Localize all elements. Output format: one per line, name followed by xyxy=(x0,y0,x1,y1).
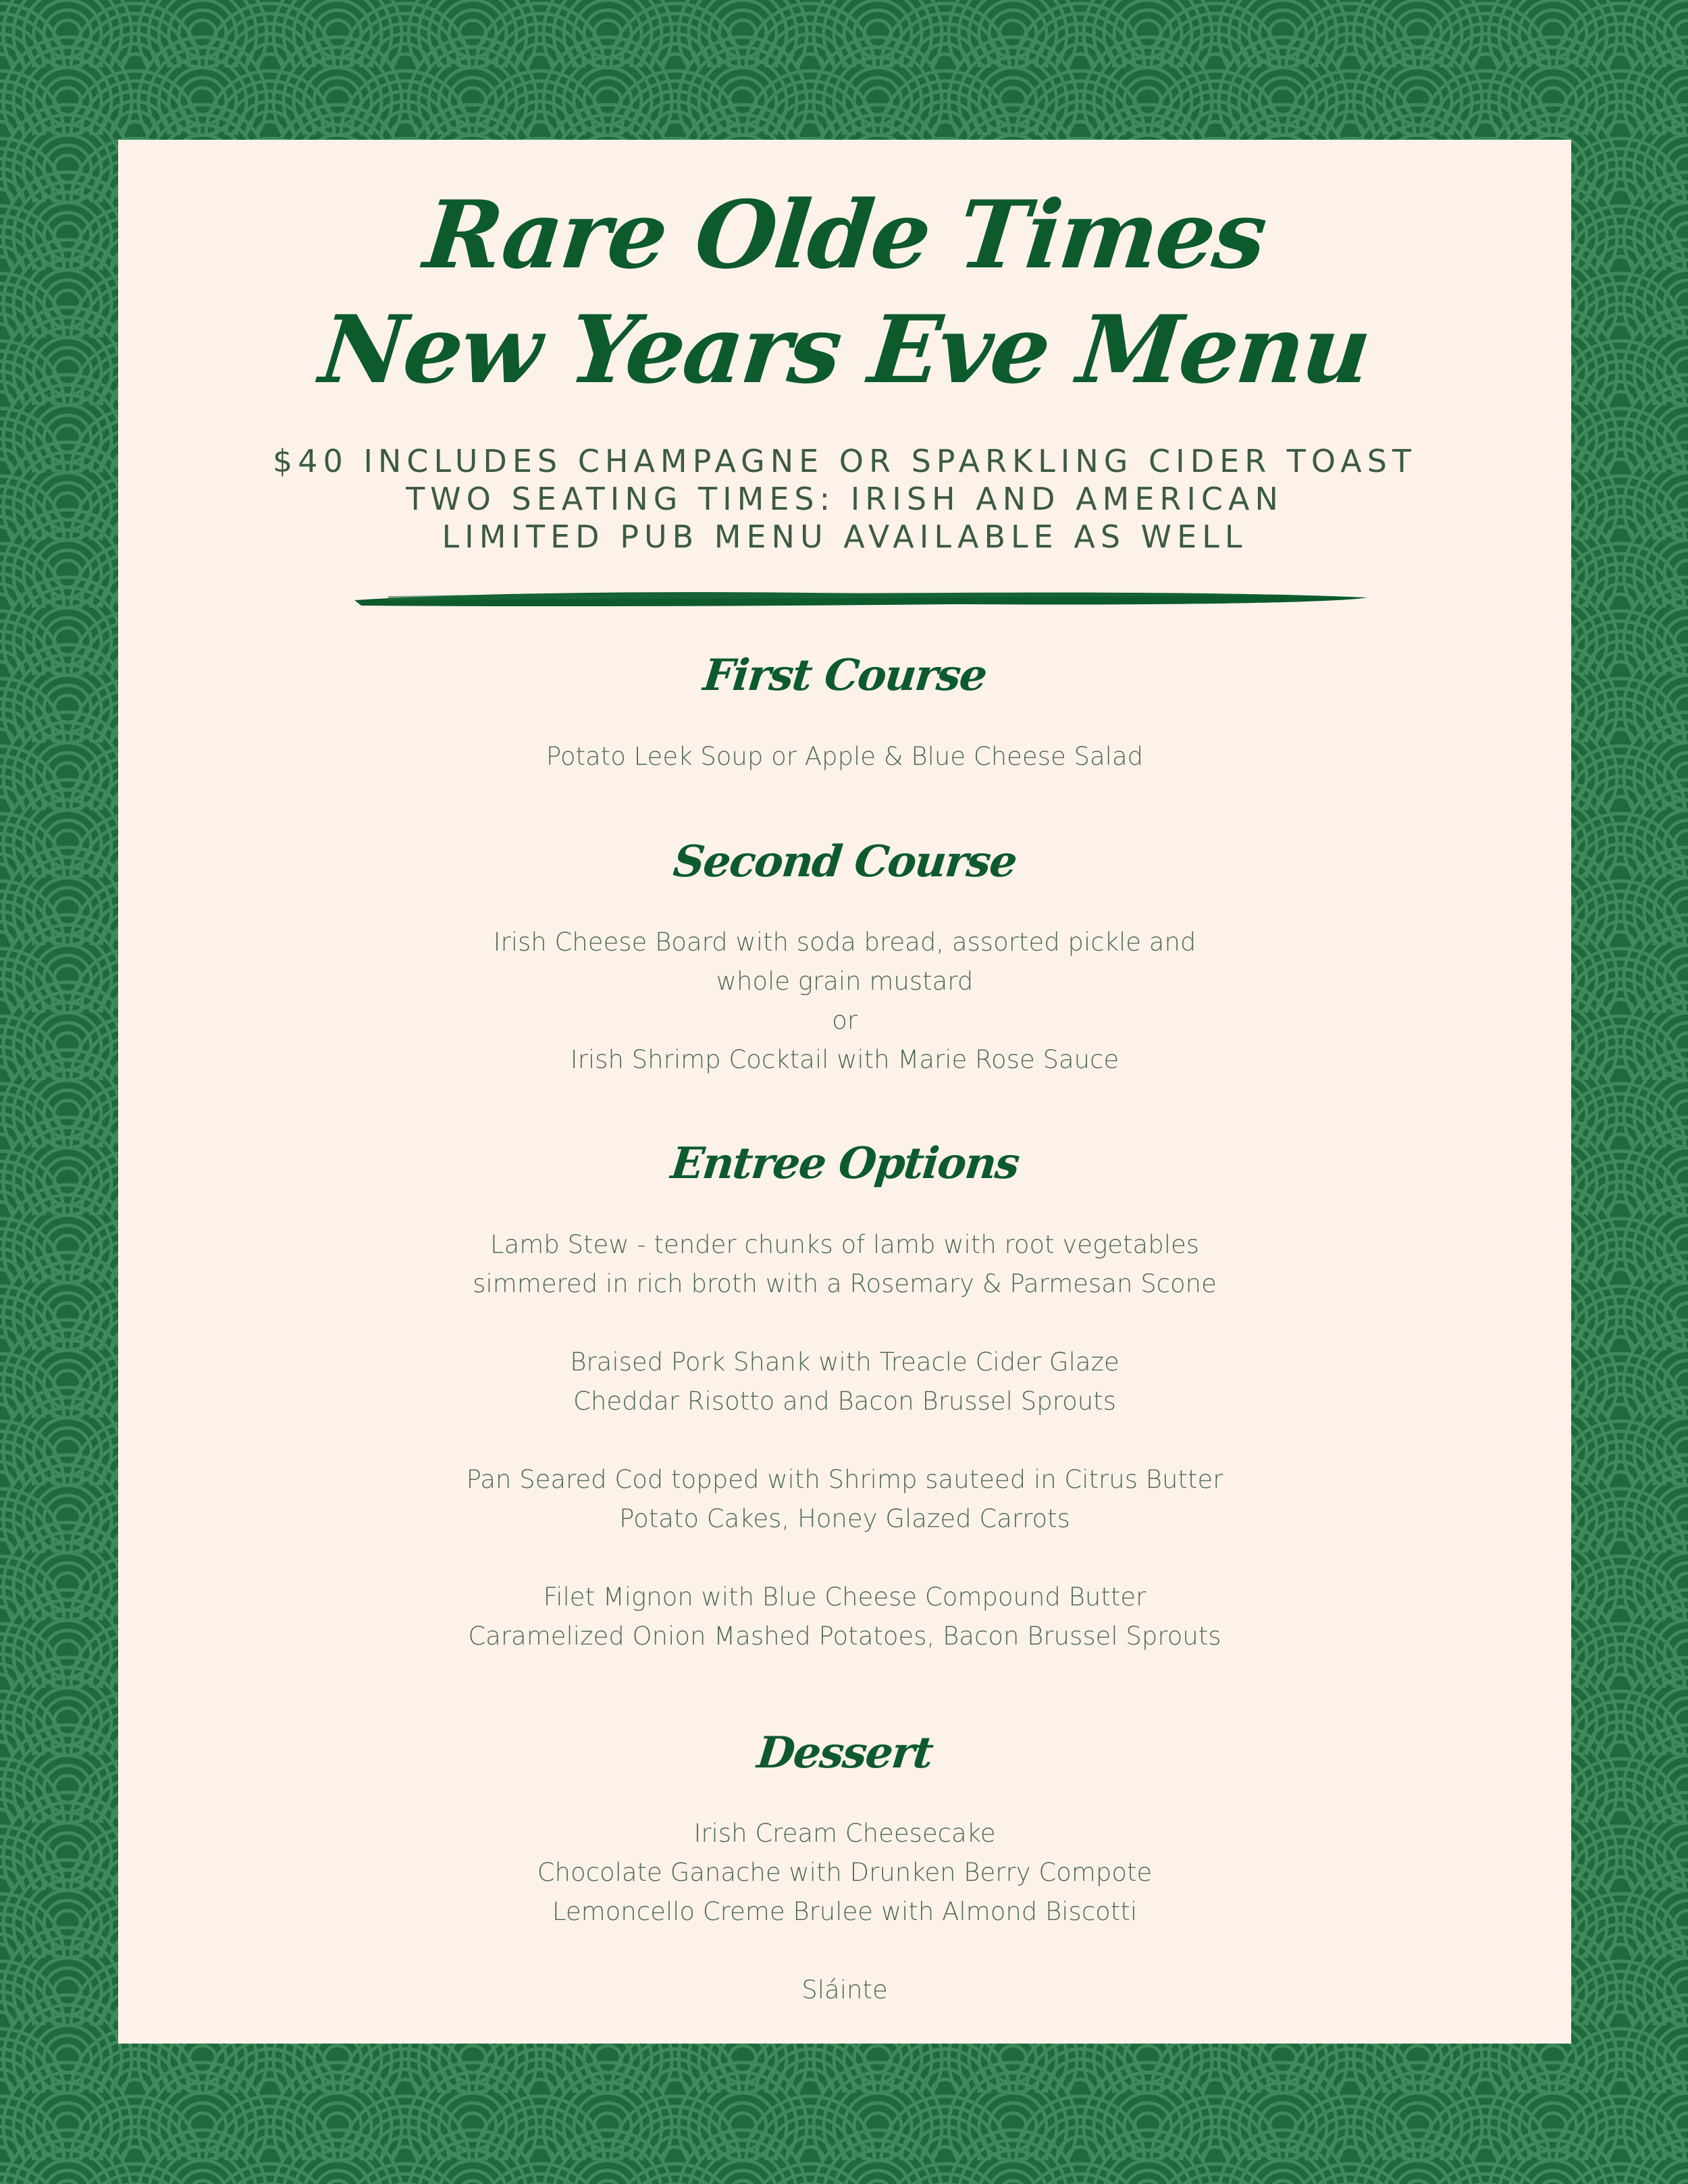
dessert-spacer xyxy=(118,1932,1571,1971)
entree-line: Cheddar Risotto and Bacon Brussel Sprouts xyxy=(573,1387,1116,1416)
second-course-items xyxy=(118,923,1571,1080)
menu-info xyxy=(118,442,1571,556)
restaurant-title: Rare Olde Times xyxy=(419,180,1270,290)
dessert-items xyxy=(118,1814,1571,2010)
second-course-line: or xyxy=(832,1006,858,1035)
price-info: $40 INCLUDES CHAMPAGNE OR SPARKLING CIDER TOAST xyxy=(272,443,1417,479)
brush-divider xyxy=(348,585,1374,612)
menu-title: New Years Eve Menu xyxy=(315,294,1375,404)
second-course-line: whole grain mustard xyxy=(716,967,974,996)
entree-line: Pan Seared Cod topped with Shrimp sauteed in Citrus Butter xyxy=(466,1465,1223,1494)
entree-line: Potato Cakes, Honey Glazed Carrots xyxy=(619,1504,1070,1533)
entree-line: Braised Pork Shank with Treacle Cider Glaze xyxy=(570,1348,1119,1377)
closing-toast: Sláinte xyxy=(801,1975,888,2004)
dessert-line: Irish Cream Cheesecake xyxy=(693,1819,996,1848)
dessert-line: Chocolate Ganache with Drunken Berry Compote xyxy=(537,1858,1153,1887)
entree-line: Lamb Stew - tender chunks of lamb with root vegetables xyxy=(490,1230,1200,1259)
dessert-line: Lemoncello Creme Brulee with Almond Biscotti xyxy=(552,1897,1138,1926)
entree-items xyxy=(118,1225,1571,1656)
entree-spacer xyxy=(118,1304,1571,1343)
second-course-line: Irish Cheese Board with soda bread, assorted pickle and xyxy=(493,928,1196,957)
second-course-line: Irish Shrimp Cocktail with Marie Rose Sauce xyxy=(570,1045,1119,1074)
first-course-heading: First Course xyxy=(701,650,988,701)
entree-line: simmered in rich broth with a Rosemary & Parmesan Scone xyxy=(473,1269,1217,1298)
dessert-heading: Dessert xyxy=(754,1728,935,1778)
first-course-line: Potato Leek Soup or Apple & Blue Cheese Salad xyxy=(546,742,1144,771)
entree-line: Caramelized Onion Mashed Potatoes, Bacon Brussel Sprouts xyxy=(468,1622,1221,1651)
menu-card xyxy=(118,140,1571,2044)
entree-heading: Entree Options xyxy=(668,1138,1021,1189)
second-course-heading: Second Course xyxy=(670,836,1019,887)
seating-info: TWO SEATING TIMES: IRISH AND AMERICAN xyxy=(406,481,1284,517)
entree-line: Filet Mignon with Blue Cheese Compound Butter xyxy=(543,1582,1146,1612)
pub-menu-info: LIMITED PUB MENU AVAILABLE AS WELL xyxy=(442,518,1248,555)
first-course-items xyxy=(118,737,1571,776)
entree-spacer xyxy=(118,1539,1571,1578)
entree-spacer xyxy=(118,1421,1571,1460)
